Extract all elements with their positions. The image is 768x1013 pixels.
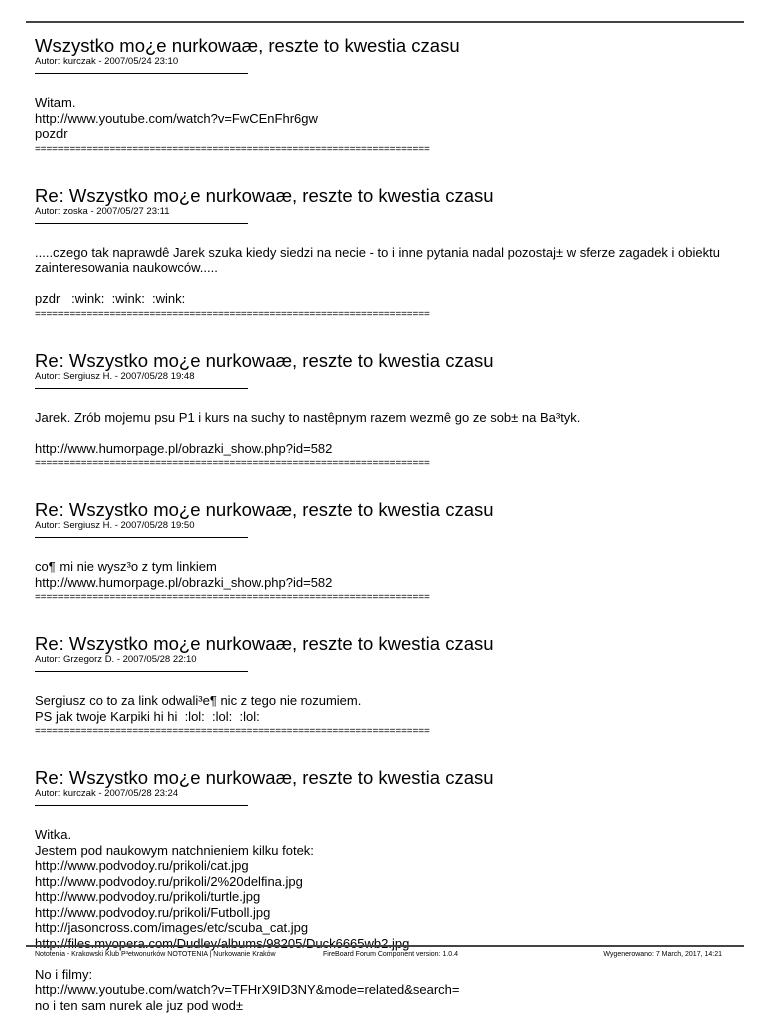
post-body-line: No i filmy: [35, 967, 735, 983]
post-title: Wszystko mo¿e nurkowaæ, reszte to kwestia czasu [35, 36, 735, 56]
post-title: Re: Wszystko mo¿e nurkowaæ, reszte to kwestia czasu [35, 768, 735, 788]
forum-post [35, 500, 735, 603]
post-author-meta: Autor: Grzegorz D. - 2007/05/28 22:10 [35, 654, 735, 665]
meta-divider [35, 805, 248, 806]
post-body [35, 95, 735, 142]
blank-line [35, 276, 735, 292]
post-title: Re: Wszystko mo¿e nurkowaæ, reszte to kwestia czasu [35, 351, 735, 371]
post-body-line: pzdr :wink: :wink: :wink: [35, 291, 735, 307]
forum-post [35, 768, 735, 1013]
post-author-meta: Autor: zoska - 2007/05/27 23:11 [35, 206, 735, 217]
footer-rule [26, 945, 744, 947]
post-body-line: http://www.podvodoy.ru/prikoli/cat.jpg [35, 858, 735, 874]
post-body-line: http://www.humorpage.pl/obrazki_show.php?id=582 [35, 441, 735, 457]
meta-divider [35, 73, 248, 74]
post-body [35, 559, 735, 590]
post-body-line: http://www.podvodoy.ru/prikoli/2%20delfina.jpg [35, 874, 735, 890]
post-title: Re: Wszystko mo¿e nurkowaæ, reszte to kwestia czasu [35, 186, 735, 206]
top-rule [26, 21, 744, 23]
forum-post [35, 186, 735, 320]
post-author-meta: Autor: kurczak - 2007/05/28 23:24 [35, 788, 735, 799]
post-body-line: Sergiusz co to za link odwali³e¶ nic z tego nie rozumiem. [35, 693, 735, 709]
post-author-meta: Autor: Sergiusz H. - 2007/05/28 19:48 [35, 371, 735, 382]
post-body-line: http://www.podvodoy.ru/prikoli/turtle.jpg [35, 889, 735, 905]
forum-post [35, 634, 735, 737]
forum-post [35, 351, 735, 470]
post-body-line: co¶ mi nie wysz³o z tym linkiem [35, 559, 735, 575]
post-body-line: .....czego tak naprawdê Jarek szuka kiedy siedzi na necie - to i inne pytania nadal pozostaj± w sferze zagadek i obiektu [35, 245, 735, 261]
blank-line [35, 425, 735, 441]
footer-generated-date: Wygenerowano: 7 March, 2017, 14:21 [603, 951, 722, 959]
post-separator: ===================================================================== [35, 145, 495, 155]
post-body-line: http://files.myopera.com/Dudley/albums/98205/Duck6665wb2.jpg [35, 936, 735, 952]
post-body-line: zainteresowania naukowców..... [35, 260, 735, 276]
post-body [35, 245, 735, 307]
post-body-line: pozdr [35, 126, 735, 142]
post-author-meta: Autor: kurczak - 2007/05/24 23:10 [35, 56, 735, 67]
post-separator: ===================================================================== [35, 727, 495, 737]
post-body-line: http://www.humorpage.pl/obrazki_show.php?id=582 [35, 575, 735, 591]
post-body-line: Witka. [35, 827, 735, 843]
footer-component-version: FireBoard Forum Component version: 1.0.4 [323, 951, 458, 959]
post-separator: ===================================================================== [35, 310, 495, 320]
post-body [35, 693, 735, 724]
post-body-line: Jarek. Zrób mojemu psu P1 i kurs na suchy to nastêpnym razem wezmê go ze sob± na Ba³tyk. [35, 410, 735, 426]
post-separator: ===================================================================== [35, 459, 495, 469]
post-body [35, 410, 735, 457]
post-author-meta: Autor: Sergiusz H. - 2007/05/28 19:50 [35, 520, 735, 531]
post-body-line: http://www.youtube.com/watch?v=TFHrX9ID3NY&mode=related&search= [35, 982, 735, 998]
post-body-line: http://www.podvodoy.ru/prikoli/Futboll.jpg [35, 905, 735, 921]
meta-divider [35, 388, 248, 389]
post-title: Re: Wszystko mo¿e nurkowaæ, reszte to kwestia czasu [35, 500, 735, 520]
post-body-line: http://jasoncross.com/images/etc/scuba_cat.jpg [35, 920, 735, 936]
post-separator: ===================================================================== [35, 593, 495, 603]
meta-divider [35, 537, 248, 538]
post-body-line: http://www.youtube.com/watch?v=FwCEnFhr6gw [35, 111, 735, 127]
footer-site-name: Nototenia - Krakowski Klub P³etwonurków NOTOTENIA | Nurkowanie Kraków [35, 951, 276, 959]
meta-divider [35, 223, 248, 224]
post-title: Re: Wszystko mo¿e nurkowaæ, reszte to kwestia czasu [35, 634, 735, 654]
post-body-line: PS jak twoje Karpiki hi hi :lol: :lol: :lol: [35, 709, 735, 725]
post-body-line: Jestem pod naukowym natchnieniem kilku fotek: [35, 843, 735, 859]
meta-divider [35, 671, 248, 672]
post-body-line: no i ten sam nurek ale juz pod wod± [35, 998, 735, 1013]
post-body-line: Witam. [35, 95, 735, 111]
post-body [35, 827, 735, 1013]
forum-post [35, 36, 735, 155]
post-list [35, 36, 735, 1013]
